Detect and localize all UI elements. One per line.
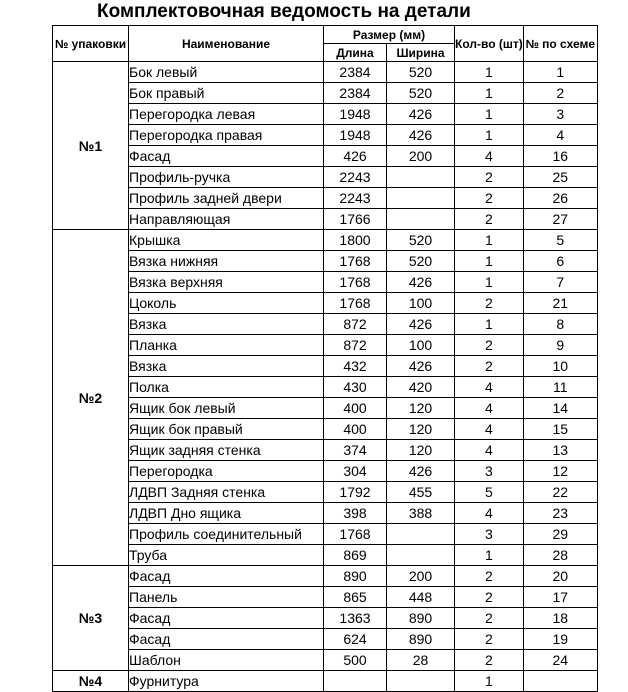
table-row [53,461,598,482]
part-length: 430 [324,377,387,398]
table-row [53,167,598,188]
part-name: Планка [129,335,324,356]
part-name: Профиль соединительный [129,524,324,545]
part-length: 432 [324,356,387,377]
part-length: 624 [324,629,387,650]
part-length: 400 [324,419,387,440]
part-qty: 4 [455,419,524,440]
part-name: Бок левый [129,62,324,83]
part-scheme-number: 22 [523,482,597,503]
part-qty: 5 [455,482,524,503]
part-width: 120 [387,398,455,419]
table-row [53,377,598,398]
part-name: Фасад [129,566,324,587]
part-name: Перегородка правая [129,125,324,146]
part-length: 374 [324,440,387,461]
table-row [53,419,598,440]
part-name: Фасад [129,629,324,650]
part-width: 388 [387,503,455,524]
part-length: 1948 [324,125,387,146]
part-name: Фасад [129,146,324,167]
part-qty: 2 [455,356,524,377]
part-qty: 1 [455,251,524,272]
part-name: ЛДВП Задняя стенка [129,482,324,503]
part-name: Ящик бок левый [129,398,324,419]
part-width: 426 [387,104,455,125]
part-name: Шаблон [129,650,324,671]
part-length: 1768 [324,272,387,293]
part-width: 426 [387,461,455,482]
part-width: 420 [387,377,455,398]
part-qty: 4 [455,503,524,524]
table-row [53,62,598,83]
part-width: 426 [387,356,455,377]
part-width: 426 [387,125,455,146]
table-row [53,83,598,104]
part-length [324,671,387,692]
table-row [53,671,598,692]
part-name: Профиль задней двери [129,188,324,209]
part-name: Ящик бок правый [129,419,324,440]
part-name: Труба [129,545,324,566]
part-scheme-number: 27 [523,209,597,230]
part-length: 865 [324,587,387,608]
part-scheme-number: 29 [523,524,597,545]
table-row [53,566,598,587]
part-width [387,209,455,230]
part-scheme-number: 11 [523,377,597,398]
part-scheme-number: 15 [523,419,597,440]
part-qty: 4 [455,440,524,461]
part-scheme-number: 21 [523,293,597,314]
part-name: Вязка верхняя [129,272,324,293]
part-scheme-number: 20 [523,566,597,587]
pack-number: №2 [53,230,129,566]
table-row [53,482,598,503]
part-scheme-number: 28 [523,545,597,566]
part-width: 455 [387,482,455,503]
part-length: 1792 [324,482,387,503]
part-width [387,188,455,209]
part-length: 1363 [324,608,387,629]
part-width: 120 [387,419,455,440]
part-qty: 1 [455,272,524,293]
part-length: 1948 [324,104,387,125]
table-row [53,398,598,419]
part-qty: 1 [455,104,524,125]
part-qty: 2 [455,566,524,587]
part-width: 426 [387,272,455,293]
part-scheme-number: 26 [523,188,597,209]
table-row [53,503,598,524]
part-scheme-number: 1 [523,62,597,83]
table-row [53,104,598,125]
header-width: Ширина [387,44,455,62]
pack-number: №1 [53,62,129,230]
part-scheme-number: 2 [523,83,597,104]
pack-number: №4 [53,671,129,692]
table-row [53,545,598,566]
part-length: 1800 [324,230,387,251]
part-name: Перегородка левая [129,104,324,125]
part-qty: 1 [455,314,524,335]
header-qty: Кол-во (шт) [455,26,524,62]
header-pack: № упаковки [53,26,129,62]
part-width: 520 [387,251,455,272]
part-name: Ящик задняя стенка [129,440,324,461]
part-name: Фасад [129,608,324,629]
part-length: 1768 [324,251,387,272]
part-scheme-number: 16 [523,146,597,167]
part-qty: 3 [455,461,524,482]
part-qty: 2 [455,188,524,209]
part-qty: 4 [455,146,524,167]
part-name: Вязка [129,356,324,377]
part-width: 28 [387,650,455,671]
part-scheme-number: 18 [523,608,597,629]
part-qty: 4 [455,398,524,419]
part-width: 520 [387,230,455,251]
part-name: Полка [129,377,324,398]
part-scheme-number: 6 [523,251,597,272]
table-row [53,251,598,272]
part-length: 2384 [324,62,387,83]
part-qty: 1 [455,83,524,104]
part-name: Перегородка [129,461,324,482]
part-length: 304 [324,461,387,482]
table-row [53,125,598,146]
part-qty: 2 [455,167,524,188]
part-name: Вязка [129,314,324,335]
part-width: 520 [387,62,455,83]
part-name: ЛДВП Дно ящика [129,503,324,524]
table-row [53,230,598,251]
part-scheme-number: 5 [523,230,597,251]
document-title: Комплектовочная ведомость на детали [97,1,471,22]
part-length: 890 [324,566,387,587]
table-row [53,314,598,335]
part-qty: 4 [455,377,524,398]
header-size: Размер (мм) [324,26,455,44]
part-width [387,167,455,188]
part-width: 100 [387,335,455,356]
part-width: 520 [387,83,455,104]
header-length: Длина [324,44,387,62]
part-name: Направляющая [129,209,324,230]
table-row [53,440,598,461]
table-row [53,293,598,314]
part-name: Профиль-ручка [129,167,324,188]
part-width: 448 [387,587,455,608]
table-row [53,335,598,356]
part-qty: 2 [455,629,524,650]
part-scheme-number: 19 [523,629,597,650]
table-row [53,587,598,608]
part-qty: 1 [455,62,524,83]
part-scheme-number: 10 [523,356,597,377]
part-width: 120 [387,440,455,461]
part-scheme-number [523,671,597,692]
part-scheme-number: 17 [523,587,597,608]
part-width [387,524,455,545]
part-qty: 1 [455,230,524,251]
part-name: Цоколь [129,293,324,314]
part-name: Фурнитура [129,671,324,692]
part-qty: 3 [455,524,524,545]
part-qty: 2 [455,608,524,629]
part-width: 200 [387,566,455,587]
part-width: 200 [387,146,455,167]
part-length: 872 [324,335,387,356]
part-qty: 1 [455,545,524,566]
part-length: 869 [324,545,387,566]
part-width: 890 [387,608,455,629]
part-length: 1768 [324,524,387,545]
part-name: Панель [129,587,324,608]
table-row [53,608,598,629]
part-scheme-number: 12 [523,461,597,482]
header-name: Наименование [129,26,324,62]
part-scheme-number: 9 [523,335,597,356]
part-length: 500 [324,650,387,671]
part-width: 100 [387,293,455,314]
part-scheme-number: 7 [523,272,597,293]
table-row [53,272,598,293]
part-width: 426 [387,314,455,335]
part-scheme-number: 14 [523,398,597,419]
table-row [53,629,598,650]
part-length: 398 [324,503,387,524]
part-name: Крышка [129,230,324,251]
table-row [53,188,598,209]
pack-number: №3 [53,566,129,671]
part-length: 1766 [324,209,387,230]
part-scheme-number: 13 [523,440,597,461]
part-length: 872 [324,314,387,335]
part-length: 1768 [324,293,387,314]
part-length: 400 [324,398,387,419]
part-qty: 2 [455,209,524,230]
table-row [53,356,598,377]
parts-table [52,25,598,692]
part-qty: 2 [455,650,524,671]
part-scheme-number: 8 [523,314,597,335]
part-scheme-number: 24 [523,650,597,671]
part-name: Вязка нижняя [129,251,324,272]
part-qty: 1 [455,125,524,146]
part-width [387,545,455,566]
table-row [53,524,598,545]
part-scheme-number: 25 [523,167,597,188]
part-length: 2243 [324,167,387,188]
part-length: 2384 [324,83,387,104]
part-qty: 2 [455,587,524,608]
table-row [53,650,598,671]
part-width: 890 [387,629,455,650]
part-scheme-number: 3 [523,104,597,125]
table-row [53,209,598,230]
part-width [387,671,455,692]
part-scheme-number: 23 [523,503,597,524]
part-name: Бок правый [129,83,324,104]
part-scheme-number: 4 [523,125,597,146]
part-length: 426 [324,146,387,167]
header-scheme: № по схеме [523,26,597,62]
part-qty: 2 [455,335,524,356]
part-length: 2243 [324,188,387,209]
part-qty: 1 [455,671,524,692]
table-row [53,146,598,167]
part-qty: 2 [455,293,524,314]
